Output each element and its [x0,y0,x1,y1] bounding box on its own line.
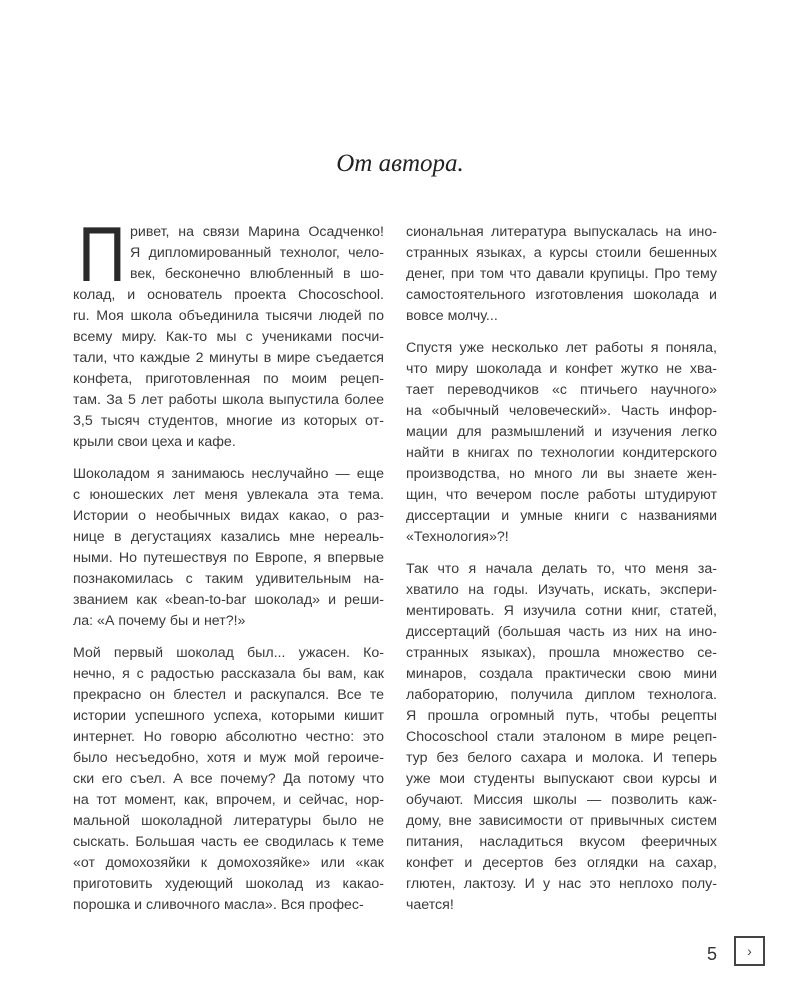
text-line: дому, вне зависимости от привычных систем [406,813,717,829]
text-line: там. За 5 лет работы школа выпустила более [73,392,384,408]
text-line: вовсе молчу... [406,308,498,324]
paragraph [406,559,717,916]
next-page-button[interactable] [734,936,765,966]
text-line: нечно, я с радостью рассказала бы вам, как [73,666,384,682]
text-line: сыскать. Большая часть ее сводилась к теме [73,834,384,850]
text-line: производства, но много ли вы знаете жен- [406,466,717,482]
text-line: с юношеских лет меня увлекала эта тема. [73,487,384,503]
text-line: минаров, создала практически свою мини [406,666,717,682]
text-line: что миру шоколада и конфет жутко не хва- [406,361,717,377]
text-line: Мой первый шоколад был... ужасен. Ко- [73,645,384,661]
page-number: 5 [707,944,718,964]
paragraph [73,464,384,632]
text-line: денег, при том что давали крупицы. Про тему [406,266,717,282]
paragraph [406,338,717,548]
text-line: странных языках), прошла множество се- [406,645,717,661]
text-line: тур без белого сахара и молока. И теперь [406,750,717,766]
text-line: Спустя уже несколько лет работы я поняла, [406,340,717,356]
text-line: Шоколадом я занимаюсь неслучайно — еще [73,466,384,482]
text-line: диссертации и умные книги с названиями [406,508,717,524]
drop-cap: П [78,210,126,298]
left-column [73,210,384,927]
text-line: «от домохозяйки к домохозяйке» или «как [73,855,384,871]
text-line: Chocoschool стали эталоном в мире рецеп- [406,729,717,745]
text-line: званием как «bean-to-bar шоколад» и реши- [73,592,384,608]
text-line: чается! [406,897,454,913]
text-line: всему миру. Как-то мы с учениками посчи- [73,329,384,345]
text-line: на «обычный человеческий». Часть инфор- [406,403,717,419]
right-column [406,222,717,927]
text-line: тали, что каждые 2 минуты в мире съедается [73,350,384,366]
text-line: ными. Но путешествуя по Европе, я впервые [73,550,384,566]
text-line: Я дипломированный технолог, чело- [130,245,384,261]
text-line: мации для размышлений и изучения легко [406,424,717,440]
text-line: лабораторию, получила диплом технолога. [406,687,717,703]
text-line: на тот момент, как, впрочем, и сейчас, нор- [73,792,384,808]
chevron-right-icon: › [747,943,752,959]
text-line: обучают. Миссия школы — позволить каж- [406,792,717,808]
text-line: странных языках, а курсы стоили бешенных [406,245,717,261]
text-line: истории успешного успеха, которыми кишит [73,708,384,724]
text-line: интернет. Но говорю абсолютно честно: это [73,729,384,745]
text-line: ла: «А почему бы и нет?!» [73,613,246,629]
text-line: ментировать. Я изучила сотни книг, статей, [406,603,717,619]
text-line: колад, и основатель проекта Chocoschool. [73,287,384,303]
text-line: найти в книгах по технологии кондитерского [406,445,717,461]
text-line: было несъедобно, хотя и муж мой героиче- [73,750,384,766]
text-line: ски его съел. А все почему? Да потому что [73,771,384,787]
text-line: ривет, на связи Марина Осадченко! [130,224,384,240]
text-line: глютен, лактозу. И у нас это неплохо полу- [406,876,717,892]
text-line: Истории о необычных видах какао, о раз- [73,508,384,524]
text-line: прекрасно он блестел и раскупался. Все те [73,687,384,703]
text-line: тает переводчиков «с птичьего научного» [406,382,717,398]
text-line: 3,5 тысяч студентов, многие из которых от- [73,413,384,429]
text-line: конфета, приготовленная по моим рецеп- [73,371,384,387]
text-line: ru. Моя школа объединила тысячи людей по [73,308,384,324]
text-line: крыли свои цеха и кафе. [73,434,236,450]
text-line: диссертаций (большая часть из них на ино- [406,624,717,640]
text-line: порошка и сливочного масла». Вся профес- [73,897,364,913]
text-line: питания, насладиться вкусом фееричных [406,834,717,850]
text-line: конфет и десертов без оглядки на сахар, [406,855,717,871]
paragraph [406,222,717,327]
text-line: приготовить худеющий шоколад из какао- [73,876,384,892]
text-line: сиональная литература выпускалась на ино- [406,224,717,240]
text-line: «Технология»?! [406,529,509,545]
text-line: нице в дегустациях казались мне нереаль- [73,529,384,545]
text-line: Я прошла огромный путь, чтобы рецепты [406,708,717,724]
text-line: познакомилась с таким удивительным на- [73,571,384,587]
text-line: уже мои студенты выпускают свои курсы и [406,771,717,787]
text-line: мальной шоколадной литературы было не [73,813,384,829]
text-line: Так что я начала делать то, что меня за- [406,561,717,577]
page-title: От автора. [336,150,464,177]
text-line: век, бесконечно влюбленный в шо- [130,266,384,282]
text-line: щин, что вечером после работы штудируют [406,487,717,503]
text-line: самостоятельного изготовления шоколада и [406,287,717,303]
paragraph [73,643,384,916]
text-line: хватило на годы. Изучать, искать, экспери- [406,582,717,598]
